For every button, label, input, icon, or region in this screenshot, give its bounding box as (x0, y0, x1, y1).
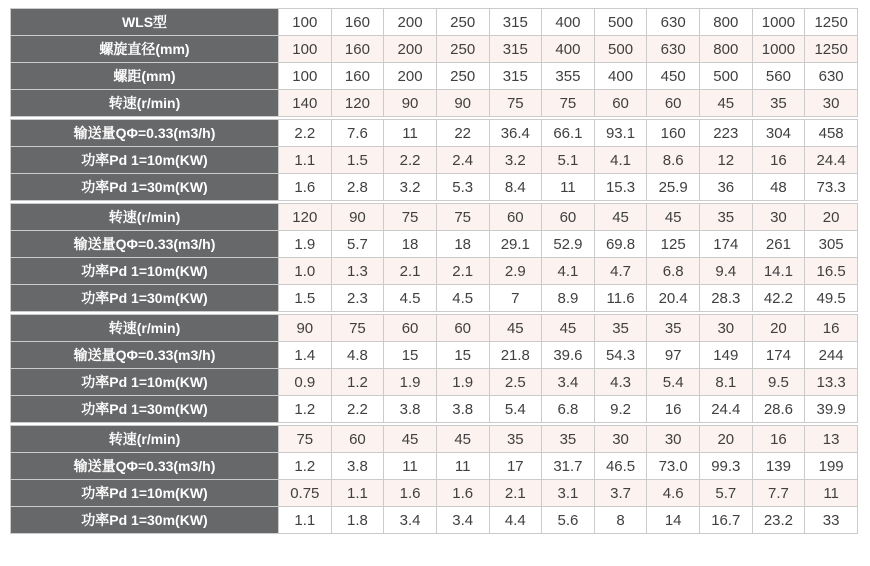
cell: 48 (752, 174, 805, 201)
table-row (11, 342, 858, 369)
cell: 2.1 (384, 258, 437, 285)
row-label: 功率Pd 1=30m(KW) (11, 507, 279, 534)
cell: 223 (700, 120, 753, 147)
cell: 1.2 (279, 396, 332, 423)
cell: 60 (647, 90, 700, 117)
cell: 1.0 (279, 258, 332, 285)
cell: 200 (384, 36, 437, 63)
cell: 174 (700, 231, 753, 258)
cell: 244 (805, 342, 858, 369)
cell: 16 (752, 426, 805, 453)
cell: 20.4 (647, 285, 700, 312)
cell: 20 (700, 426, 753, 453)
table-row (11, 426, 858, 453)
cell: 4.3 (594, 369, 647, 396)
cell: 9.2 (594, 396, 647, 423)
cell: 630 (647, 36, 700, 63)
row-label: 功率Pd 1=10m(KW) (11, 258, 279, 285)
cell: 2.2 (384, 147, 437, 174)
cell: 1.9 (279, 231, 332, 258)
cell: 315 (489, 9, 542, 36)
row-label: 功率Pd 1=30m(KW) (11, 174, 279, 201)
cell: 2.8 (331, 174, 384, 201)
cell: 5.3 (436, 174, 489, 201)
cell: 30 (647, 426, 700, 453)
cell: 1250 (805, 9, 858, 36)
cell: 28.6 (752, 396, 805, 423)
cell: 45 (436, 426, 489, 453)
cell: 25.9 (647, 174, 700, 201)
cell: 3.8 (384, 396, 437, 423)
cell: 8.9 (542, 285, 595, 312)
cell: 261 (752, 231, 805, 258)
cell: 315 (489, 63, 542, 90)
cell: 14 (647, 507, 700, 534)
cell: 69.8 (594, 231, 647, 258)
table-row (11, 90, 858, 117)
cell: 3.4 (436, 507, 489, 534)
cell: 75 (384, 204, 437, 231)
cell: 100 (279, 63, 332, 90)
cell: 400 (594, 63, 647, 90)
spec-table (10, 8, 858, 534)
cell: 16.5 (805, 258, 858, 285)
cell: 90 (331, 204, 384, 231)
cell: 45 (489, 315, 542, 342)
cell: 4.6 (647, 480, 700, 507)
table-row (11, 9, 858, 36)
cell: 11 (805, 480, 858, 507)
cell: 1.9 (384, 369, 437, 396)
cell: 5.1 (542, 147, 595, 174)
cell: 250 (436, 63, 489, 90)
cell: 305 (805, 231, 858, 258)
cell: 16 (752, 147, 805, 174)
row-label: 螺旋直径(mm) (11, 36, 279, 63)
table-row (11, 120, 858, 147)
cell: 174 (752, 342, 805, 369)
cell: 800 (700, 36, 753, 63)
cell: 1.9 (436, 369, 489, 396)
cell: 11 (384, 120, 437, 147)
cell: 199 (805, 453, 858, 480)
cell: 4.5 (436, 285, 489, 312)
cell: 450 (647, 63, 700, 90)
cell: 60 (594, 90, 647, 117)
cell: 60 (331, 426, 384, 453)
table-row (11, 507, 858, 534)
cell: 30 (700, 315, 753, 342)
cell: 139 (752, 453, 805, 480)
cell: 120 (279, 204, 332, 231)
table-row (11, 285, 858, 312)
cell: 3.2 (489, 147, 542, 174)
table-row (11, 258, 858, 285)
cell: 46.5 (594, 453, 647, 480)
cell: 500 (594, 36, 647, 63)
cell: 20 (805, 204, 858, 231)
cell: 36.4 (489, 120, 542, 147)
row-label: 转速(r/min) (11, 90, 279, 117)
table-row (11, 369, 858, 396)
cell: 15.3 (594, 174, 647, 201)
cell: 800 (700, 9, 753, 36)
cell: 16 (647, 396, 700, 423)
cell: 9.4 (700, 258, 753, 285)
cell: 24.4 (805, 147, 858, 174)
cell: 100 (279, 36, 332, 63)
cell: 24.4 (700, 396, 753, 423)
cell: 560 (752, 63, 805, 90)
cell: 1.6 (279, 174, 332, 201)
cell: 5.7 (700, 480, 753, 507)
cell: 1.6 (436, 480, 489, 507)
cell: 35 (489, 426, 542, 453)
row-label: 功率Pd 1=10m(KW) (11, 480, 279, 507)
cell: 35 (542, 426, 595, 453)
row-label: 输送量QΦ=0.33(m3/h) (11, 120, 279, 147)
table-row (11, 147, 858, 174)
cell: 250 (436, 36, 489, 63)
cell: 1.2 (331, 369, 384, 396)
cell: 73.3 (805, 174, 858, 201)
cell: 1.5 (331, 147, 384, 174)
cell: 14.1 (752, 258, 805, 285)
cell: 500 (700, 63, 753, 90)
cell: 15 (384, 342, 437, 369)
table-row (11, 453, 858, 480)
cell: 8.4 (489, 174, 542, 201)
cell: 60 (436, 315, 489, 342)
cell: 42.2 (752, 285, 805, 312)
table-row (11, 231, 858, 258)
cell: 35 (752, 90, 805, 117)
cell: 3.2 (384, 174, 437, 201)
cell: 93.1 (594, 120, 647, 147)
cell: 29.1 (489, 231, 542, 258)
cell: 36 (700, 174, 753, 201)
cell: 1250 (805, 36, 858, 63)
cell: 30 (805, 90, 858, 117)
cell: 9.5 (752, 369, 805, 396)
cell: 17 (489, 453, 542, 480)
row-label: 输送量QΦ=0.33(m3/h) (11, 342, 279, 369)
cell: 3.8 (331, 453, 384, 480)
cell: 1000 (752, 9, 805, 36)
cell: 500 (594, 9, 647, 36)
cell: 28.3 (700, 285, 753, 312)
cell: 160 (331, 36, 384, 63)
cell: 2.2 (331, 396, 384, 423)
cell: 2.1 (436, 258, 489, 285)
cell: 18 (384, 231, 437, 258)
cell: 39.6 (542, 342, 595, 369)
cell: 45 (647, 204, 700, 231)
cell: 16.7 (700, 507, 753, 534)
table-row (11, 174, 858, 201)
cell: 75 (436, 204, 489, 231)
cell: 45 (384, 426, 437, 453)
row-label: 转速(r/min) (11, 204, 279, 231)
cell: 5.4 (489, 396, 542, 423)
cell: 75 (542, 90, 595, 117)
cell: 13 (805, 426, 858, 453)
cell: 7 (489, 285, 542, 312)
cell: 35 (594, 315, 647, 342)
cell: 7.6 (331, 120, 384, 147)
cell: 1.4 (279, 342, 332, 369)
cell: 45 (700, 90, 753, 117)
cell: 1.1 (279, 507, 332, 534)
spec-table-body (11, 9, 858, 534)
cell: 39.9 (805, 396, 858, 423)
cell: 22 (436, 120, 489, 147)
cell: 66.1 (542, 120, 595, 147)
cell: 1.5 (279, 285, 332, 312)
cell: 1.1 (279, 147, 332, 174)
cell: 2.5 (489, 369, 542, 396)
cell: 400 (542, 36, 595, 63)
cell: 200 (384, 63, 437, 90)
cell: 0.9 (279, 369, 332, 396)
cell: 304 (752, 120, 805, 147)
cell: 90 (436, 90, 489, 117)
cell: 8.6 (647, 147, 700, 174)
cell: 52.9 (542, 231, 595, 258)
cell: 3.4 (384, 507, 437, 534)
cell: 3.7 (594, 480, 647, 507)
cell: 4.1 (542, 258, 595, 285)
cell: 18 (436, 231, 489, 258)
cell: 11.6 (594, 285, 647, 312)
cell: 23.2 (752, 507, 805, 534)
cell: 31.7 (542, 453, 595, 480)
cell: 16 (805, 315, 858, 342)
row-label: 功率Pd 1=30m(KW) (11, 396, 279, 423)
row-label: 螺距(mm) (11, 63, 279, 90)
cell: 5.4 (647, 369, 700, 396)
cell: 1.6 (384, 480, 437, 507)
cell: 120 (331, 90, 384, 117)
cell: 12 (700, 147, 753, 174)
row-label: 功率Pd 1=30m(KW) (11, 285, 279, 312)
table-row (11, 480, 858, 507)
row-label: WLS型 (11, 9, 279, 36)
cell: 100 (279, 9, 332, 36)
cell: 315 (489, 36, 542, 63)
cell: 458 (805, 120, 858, 147)
table-row (11, 36, 858, 63)
cell: 160 (647, 120, 700, 147)
cell: 1000 (752, 36, 805, 63)
cell: 35 (700, 204, 753, 231)
cell: 3.8 (436, 396, 489, 423)
cell: 75 (489, 90, 542, 117)
cell: 90 (384, 90, 437, 117)
cell: 99.3 (700, 453, 753, 480)
cell: 200 (384, 9, 437, 36)
cell: 2.4 (436, 147, 489, 174)
cell: 140 (279, 90, 332, 117)
cell: 160 (331, 63, 384, 90)
cell: 20 (752, 315, 805, 342)
cell: 630 (805, 63, 858, 90)
cell: 11 (384, 453, 437, 480)
cell: 73.0 (647, 453, 700, 480)
cell: 2.9 (489, 258, 542, 285)
cell: 2.3 (331, 285, 384, 312)
cell: 13.3 (805, 369, 858, 396)
cell: 60 (542, 204, 595, 231)
cell: 75 (279, 426, 332, 453)
cell: 45 (542, 315, 595, 342)
cell: 60 (489, 204, 542, 231)
cell: 355 (542, 63, 595, 90)
cell: 45 (594, 204, 647, 231)
cell: 630 (647, 9, 700, 36)
cell: 1.8 (331, 507, 384, 534)
table-row (11, 315, 858, 342)
row-label: 输送量QΦ=0.33(m3/h) (11, 453, 279, 480)
cell: 6.8 (647, 258, 700, 285)
row-label: 功率Pd 1=10m(KW) (11, 147, 279, 174)
cell: 8.1 (700, 369, 753, 396)
table-row (11, 204, 858, 231)
cell: 21.8 (489, 342, 542, 369)
row-label: 转速(r/min) (11, 426, 279, 453)
cell: 4.8 (331, 342, 384, 369)
cell: 5.6 (542, 507, 595, 534)
cell: 149 (700, 342, 753, 369)
cell: 30 (594, 426, 647, 453)
cell: 75 (331, 315, 384, 342)
cell: 3.1 (542, 480, 595, 507)
cell: 5.7 (331, 231, 384, 258)
cell: 250 (436, 9, 489, 36)
cell: 400 (542, 9, 595, 36)
cell: 4.4 (489, 507, 542, 534)
cell: 3.4 (542, 369, 595, 396)
cell: 2.1 (489, 480, 542, 507)
cell: 0.75 (279, 480, 332, 507)
cell: 160 (331, 9, 384, 36)
cell: 33 (805, 507, 858, 534)
table-row (11, 396, 858, 423)
cell: 125 (647, 231, 700, 258)
cell: 11 (542, 174, 595, 201)
cell: 97 (647, 342, 700, 369)
cell: 1.3 (331, 258, 384, 285)
cell: 1.1 (331, 480, 384, 507)
cell: 35 (647, 315, 700, 342)
cell: 4.5 (384, 285, 437, 312)
row-label: 转速(r/min) (11, 315, 279, 342)
cell: 1.2 (279, 453, 332, 480)
table-row (11, 63, 858, 90)
cell: 4.7 (594, 258, 647, 285)
row-label: 功率Pd 1=10m(KW) (11, 369, 279, 396)
cell: 7.7 (752, 480, 805, 507)
row-label: 输送量QΦ=0.33(m3/h) (11, 231, 279, 258)
cell: 2.2 (279, 120, 332, 147)
cell: 30 (752, 204, 805, 231)
cell: 8 (594, 507, 647, 534)
cell: 54.3 (594, 342, 647, 369)
cell: 4.1 (594, 147, 647, 174)
cell: 60 (384, 315, 437, 342)
cell: 49.5 (805, 285, 858, 312)
cell: 6.8 (542, 396, 595, 423)
cell: 15 (436, 342, 489, 369)
cell: 11 (436, 453, 489, 480)
cell: 90 (279, 315, 332, 342)
